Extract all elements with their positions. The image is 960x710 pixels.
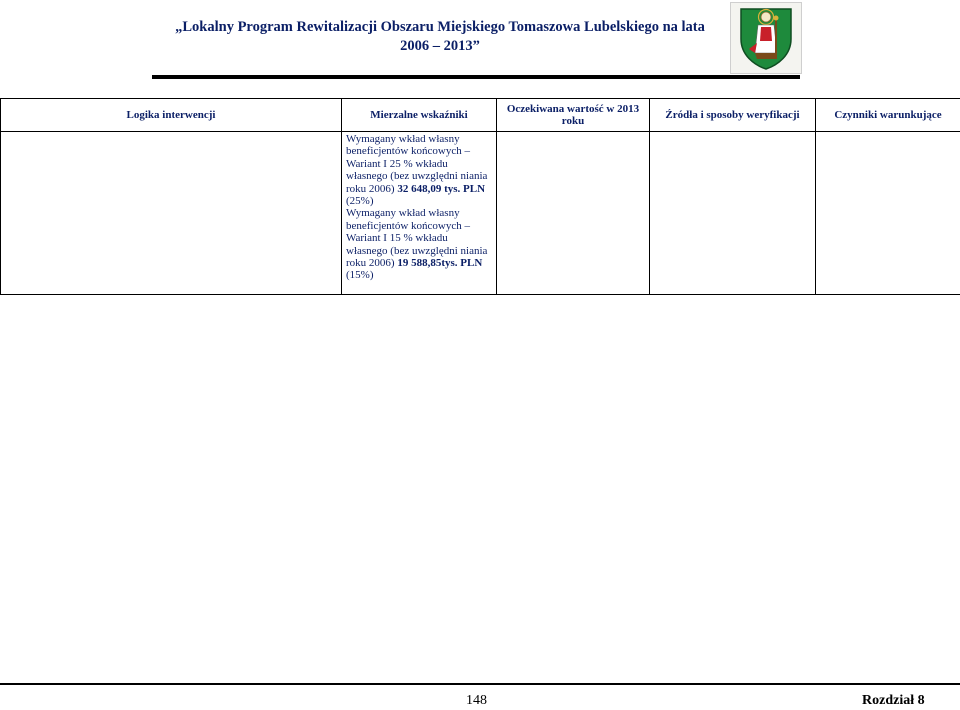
cell-expected-value: [497, 132, 650, 295]
cell-measurable-indicators: [342, 132, 497, 295]
indicator-share: (15%): [346, 269, 374, 282]
column-header-expected-value: Oczekiwana wartość w 2013 roku: [497, 99, 650, 132]
indicator-text: Wymagany wkład własny beneficjentów końcowych – Wariant I 15 % wkładu własnego (bez uwzględni niania roku 2006): [346, 207, 488, 270]
indicator-text: Wymagany wkład własny beneficjentów końcowych – Wariant I 25 % wkładu własnego (bez uwzględni niania roku 2006): [346, 133, 488, 195]
column-header-conditions: Czynniki warunkujące: [816, 99, 960, 132]
column-header-measurable-indicators: Mierzalne wskaźniki: [342, 99, 497, 132]
header-title-line-2: 2006 – 2013”: [400, 38, 480, 54]
table-row: [1, 132, 960, 295]
header-rule: [152, 75, 800, 79]
header-title-line-1: „Lokalny Program Rewitalizacji Obszaru Miejskiego Tomaszowa Lubelskiego na lata: [175, 19, 705, 35]
crest-graphic: [731, 3, 801, 73]
column-header-intervention-logic: Logika interwencji: [1, 99, 342, 132]
table-header-row: [1, 99, 960, 132]
column-header-verification-sources: Źródła i sposoby weryfikacji: [650, 99, 816, 132]
cell-conditions: [816, 132, 960, 295]
intervention-matrix-table: [0, 98, 960, 295]
chapter-label: Rozdział 8: [862, 693, 925, 708]
indicator-value: 32 648,09 tys. PLN: [397, 182, 486, 195]
cell-verification-sources: [650, 132, 816, 295]
footer-rule: [0, 683, 960, 685]
coat-of-arms-icon: [730, 2, 802, 74]
page-number: 148: [466, 693, 487, 708]
indicator-share: (25%): [346, 195, 374, 208]
document-header-title: [140, 18, 740, 56]
cell-intervention-logic: [1, 132, 342, 295]
indicator-entry: [346, 207, 492, 281]
indicator-entry: [346, 133, 492, 207]
indicator-value: 19 588,85tys. PLN: [397, 257, 483, 270]
